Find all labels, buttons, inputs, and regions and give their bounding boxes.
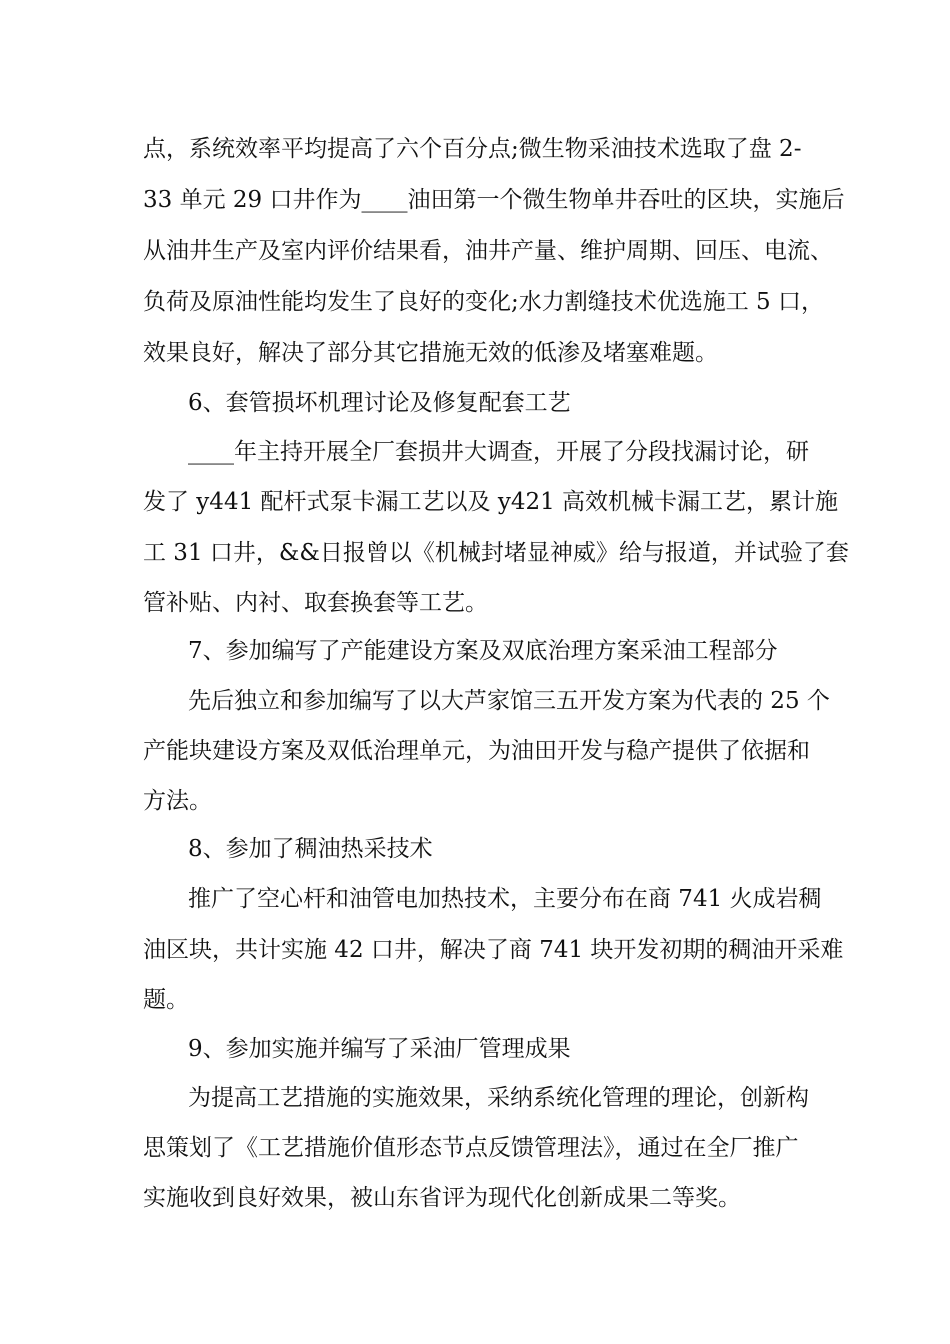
paragraph-line: ____年主持开展全厂套损井大调查，开展了分段找漏讨论，研 [188, 439, 809, 465]
section-heading: 9、参加实施并编写了采油厂管理成果 [188, 1036, 571, 1062]
paragraph-line: 方法。 [143, 788, 212, 814]
paragraph-line: 发了 y441 配杆式泵卡漏工艺以及 y421 高效机械卡漏工艺，累计施 [143, 489, 839, 515]
paragraph-line: 先后独立和参加编写了以大芦家馆三五开发方案为代表的 25 个 [188, 688, 830, 714]
paragraph-line: 效果良好，解决了部分其它措施无效的低渗及堵塞难题。 [143, 340, 718, 366]
paragraph-line: 推广了空心杆和油管电加热技术，主要分布在商 741 火成岩稠 [188, 886, 822, 912]
paragraph-line: 思策划了《工艺措施价值形态节点反馈管理法》，通过在全厂推广 [143, 1135, 799, 1161]
paragraph-line: 33 单元 29 口井作为____油田第一个微生物单井吞吐的区块，实施后 [143, 187, 845, 213]
paragraph-line: 工 31 口井，&&日报曾以《机械封堵显神威》给与报道，并试验了套 [143, 540, 849, 566]
section-heading: 7、参加编写了产能建设方案及双底治理方案采油工程部分 [188, 638, 778, 664]
section-heading: 6、套管损坏机理讨论及修复配套工艺 [188, 390, 571, 416]
paragraph-line: 管补贴、内衬、取套换套等工艺。 [143, 590, 488, 616]
paragraph-line: 实施收到良好效果，被山东省评为现代化创新成果二等奖。 [143, 1185, 741, 1211]
paragraph-line: 题。 [143, 987, 189, 1013]
paragraph-line: 点，系统效率平均提高了六个百分点;微生物采油技术选取了盘 2- [143, 136, 802, 162]
paragraph-line: 从油井生产及室内评价结果看，油井产量、维护周期、回压、电流、 [143, 238, 833, 264]
section-heading: 8、参加了稠油热采技术 [188, 836, 433, 862]
paragraph-line: 产能块建设方案及双低治理单元，为油田开发与稳产提供了依据和 [143, 738, 810, 764]
paragraph-line: 为提高工艺措施的实施效果，采纳系统化管理的理论，创新构 [188, 1085, 809, 1111]
paragraph-line: 负荷及原油性能均发生了良好的变化;水力割缝技术优选施工 5 口， [143, 289, 825, 315]
paragraph-line: 油区块，共计实施 42 口井，解决了商 741 块开发初期的稠油开采难 [143, 937, 844, 963]
